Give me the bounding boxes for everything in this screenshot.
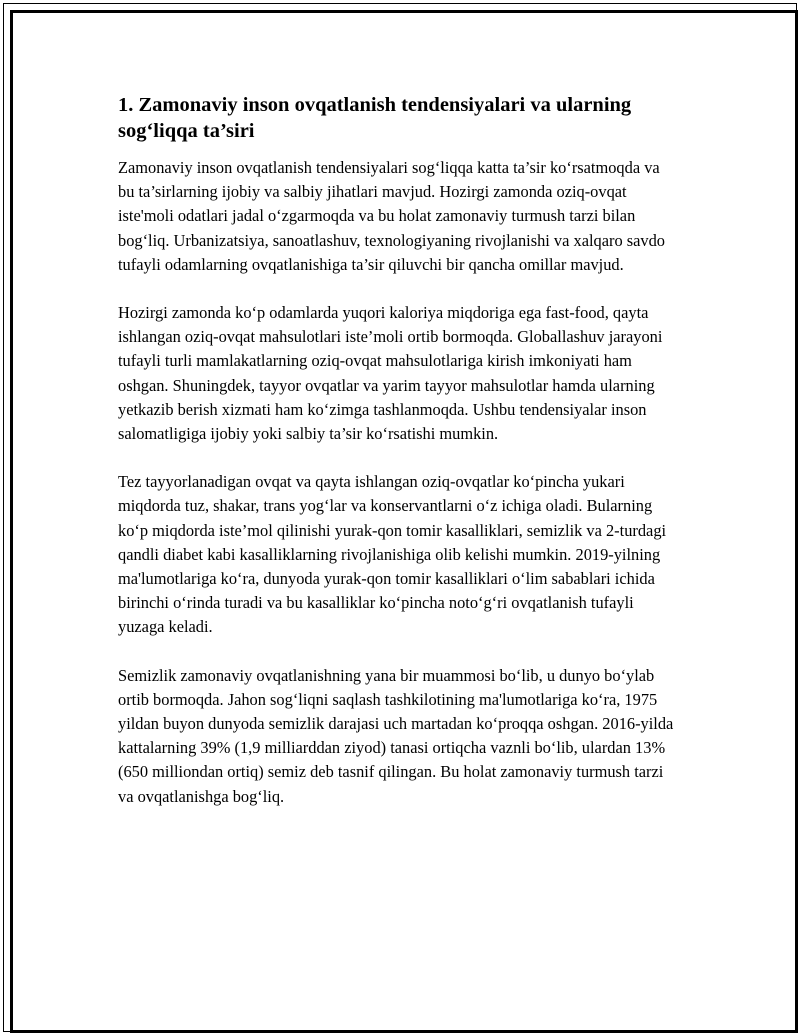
document-body xyxy=(118,92,678,833)
paragraph-trends: Hozirgi zamonda ko‘p odamlarda yuqori kaloriya miqdoriga ega fast-food, qayta ishlangan oziq-ovqat mahsulotlari iste’moli ortib bormoqda. Globallashuv jarayoni tufayli turli mamlakatlarning oziq-ovqat mahsulotlariga kirish imkoniyati ham oshgan. Shuningdek, tayyor ovqatlar va yarim tayyor mahsulotlar hamda ularning yetkazib berish xizmati ham ko‘zimga tashlanmoqda. Ushbu tendensiyalar inson salomatligiga ijobiy yoki salbiy ta’sir ko‘rsatishi mumkin. xyxy=(118,303,663,444)
section-title: 1. Zamonaviy inson ovqatlanish tendensiyalari va ularning sog‘liqqa ta’siri xyxy=(118,94,632,142)
paragraph-obesity: Semizlik zamonaviy ovqatlanishning yana bir muammosi bo‘lib, u dunyo bo‘ylab ortib bormoqda. Jahon sog‘liqni saqlash tashkilotining ma'lumotlariga ko‘ra, 1975 yildan buyon dunyoda semizlik darajasi uch martadan ko‘proqqa oshgan. 2016-yilda kattalarning 39% (1,9 milliarddan ziyod) tanasi ortiqcha vaznli bo‘lib, ulardan 13% (650 milliondan ortiq) semiz deb tasnif qilingan. Bu holat zamonaviy turmush tarzi va ovqatlanishga bog‘liq. xyxy=(118,665,674,806)
paragraph-health-risks: Tez tayyorlanadigan ovqat va qayta ishlangan oziq-ovqatlar ko‘pincha yukari miqdorda tuz, shakar, trans yog‘lar va konservantlarni o‘z ichiga oladi. Bularning ko‘p miqdorda iste’mol qilinishi yurak-qon tomir kasalliklari, semizlik va 2-turdagi qandli diabet kabi kasalliklarning rivojlanishiga olib kelishi mumkin. 2019-yilning ma'lumotlariga ko‘ra, dunyoda yurak-qon tomir kasalliklari o‘lim sabablari ichida birinchi o‘rinda turadi va bu kasalliklar ko‘pincha noto‘g‘ri ovqatlanish tufayli yuzaga keladi. xyxy=(118,472,667,637)
paragraph-intro: Zamonaviy inson ovqatlanish tendensiyalari sog‘liqqa katta ta’sir ko‘rsatmoqda va bu ta’sirlarning ijobiy va salbiy jihatlari mavjud. Hozirgi zamonda oziq-ovqat iste'moli odatlari jadal o‘zgarmoqda va bu holat zamonaviy turmush tarzi bilan bog‘liq. Urbanizatsiya, sanoatlashuv, texnologiyaning rivojlanishi va xalqaro savdo tufayli odamlarning ovqatlanishiga ta’sir qiluvchi bir qancha omillar mavjud. xyxy=(118,158,665,274)
